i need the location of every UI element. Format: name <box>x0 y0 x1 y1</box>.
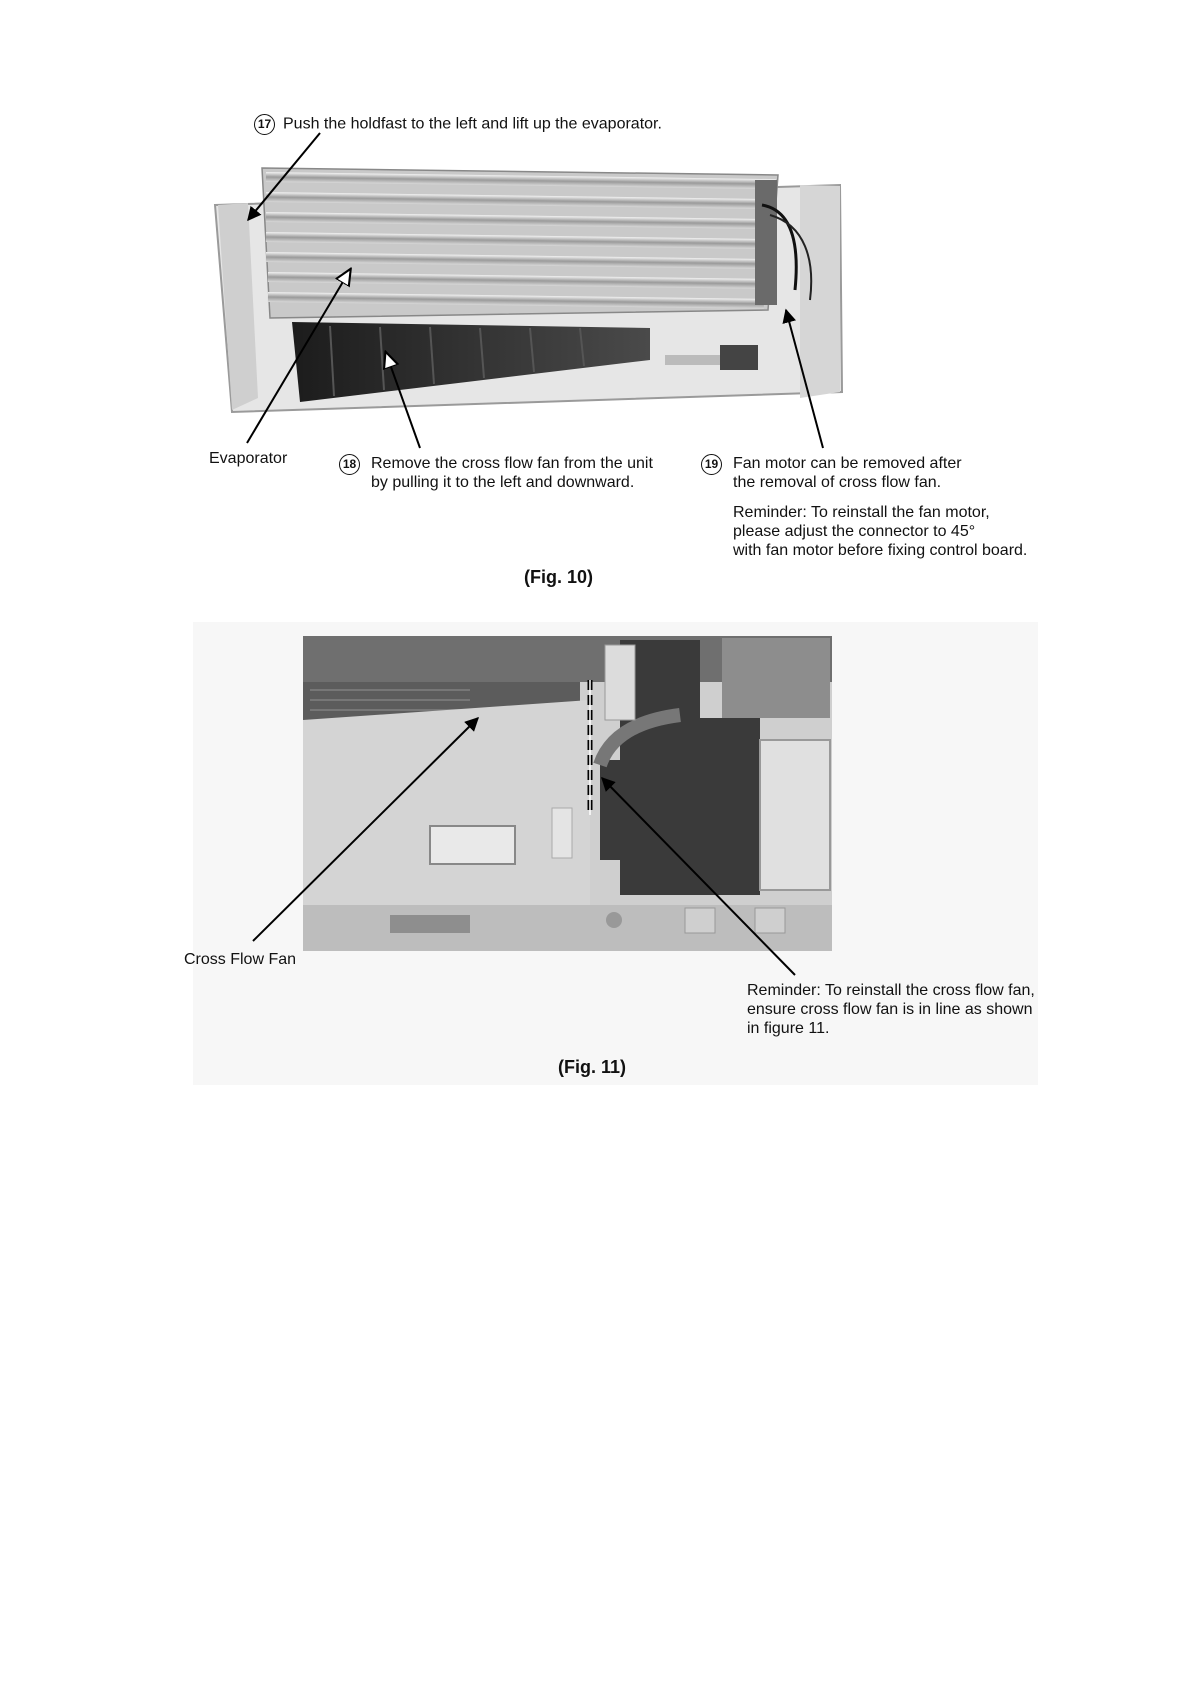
step-18-number: 18 <box>339 454 360 475</box>
step-18-line1: Remove the cross flow fan from the unit <box>371 455 653 472</box>
step-17-number: 17 <box>254 114 275 135</box>
cross-flow-fan-label: Cross Flow Fan <box>184 951 297 968</box>
step-19-line1: Fan motor can be removed after <box>733 455 962 472</box>
step-17-text: Push the holdfast to the left and lift up the evaporator. <box>283 115 662 133</box>
fig10-reminder-line1: Reminder: To reinstall the fan motor, <box>733 504 990 521</box>
fig11-caption: (Fig. 11) <box>558 1057 627 1077</box>
step-18-line2: by pulling it to the left and downward. <box>371 474 635 491</box>
fig11-reminder-line3: in figure 11. <box>747 1020 830 1037</box>
fig10-caption: (Fig. 10) <box>524 567 594 587</box>
fig11-reminder-line1: Reminder: To reinstall the cross flow fan, <box>747 982 1035 999</box>
evaporator-label: Evaporator <box>209 450 288 467</box>
fig11-reminder-line2: ensure cross flow fan is in line as shown <box>747 1001 1033 1018</box>
fig11-reminder <box>747 981 1035 1038</box>
fig10-reminder-line2: please adjust the connector to 45° <box>733 523 976 540</box>
step-19-number: 19 <box>701 454 722 475</box>
step-19-line2: the removal of cross flow fan. <box>733 474 942 491</box>
fig10-reminder-line3: with fan motor before fixing control board. <box>733 542 1028 559</box>
